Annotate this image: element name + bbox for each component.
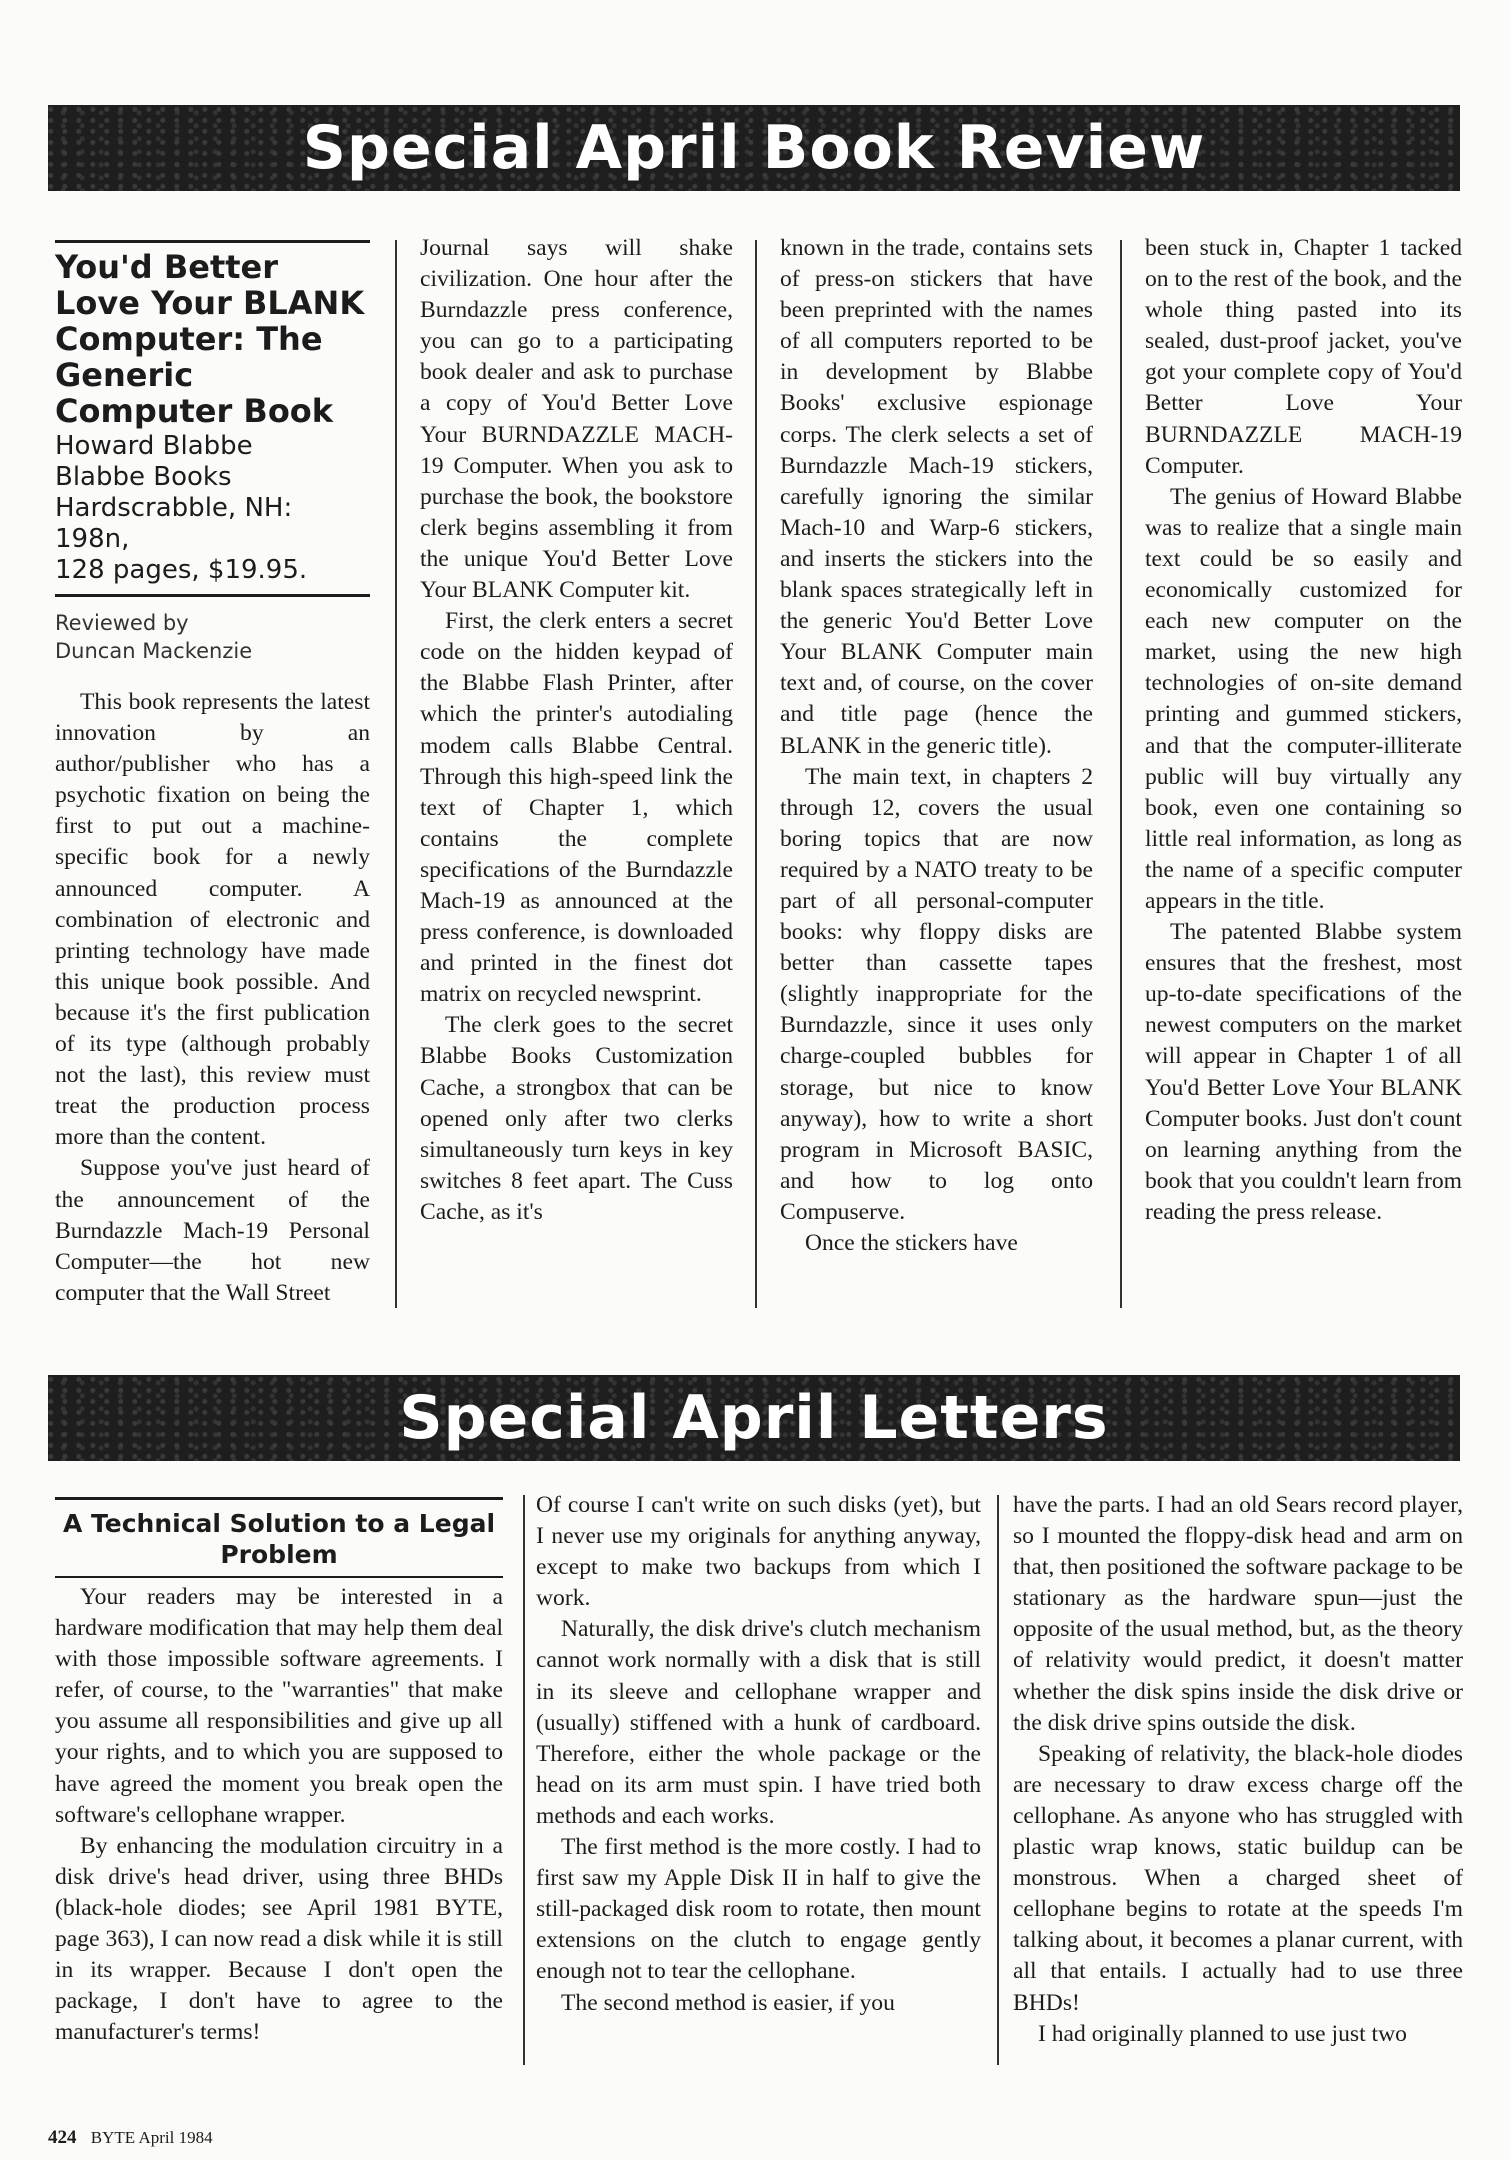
letters-banner bbox=[48, 1375, 1460, 1461]
paragraph: Once the stickers have bbox=[805, 1230, 1018, 1256]
book-publisher: Blabbe Books bbox=[55, 462, 232, 492]
reviewer-block bbox=[55, 609, 370, 665]
paragraph: Journal says will shake civilization. One hour after the Burndazzle press conference, you can go to a participating book dealer and ask to purchase a copy of You'd Better Love Your BURNDAZZLE MACH-19 Computer. When you ask to purchase the book, the bookstore clerk begins assembling it from the unique You'd Better Love Your BLANK Computer kit. bbox=[420, 235, 733, 604]
paragraph: Suppose you've just heard of the announcement of the Burndazzle Mach-19 Personal Computer—the hot new computer that the Wall Street bbox=[55, 1155, 370, 1306]
book-title: You'd Better Love Your BLANK Computer: The Generic Computer Book bbox=[55, 248, 365, 430]
paragraph: Of course I can't write on such disks (yet), but I never use my originals for anything anyway, except to make two backups from which I work. bbox=[536, 1492, 981, 1612]
divider-rule bbox=[55, 1576, 503, 1578]
column-rule bbox=[395, 240, 397, 1308]
top-rule bbox=[55, 1497, 503, 1500]
column-rule bbox=[523, 1495, 525, 2065]
book-details bbox=[55, 431, 370, 586]
paragraph: By enhancing the modulation circuitry in a disk drive's head driver, using three BHDs (black-hole diodes; see April 1981 BYTE, page 363), I can now read a disk while it is still in its wrapper. Because I don't open the package, I don't have to agree to the manufacturer's terms! bbox=[55, 1832, 503, 2046]
paragraph: This book represents the latest innovation by an author/publisher who has a psychotic fixation on being the first to put out a machine-specific book for a newly announced computer. A combination of electronic and printing technology have made this unique book possible. And because it's the first publication of its type (although probably not the last), this review must treat the production process more than the content. bbox=[55, 689, 370, 1151]
paragraph: I had originally planned to use just two bbox=[1038, 2020, 1407, 2047]
letter-title: A Technical Solution to a Legal Problem bbox=[62, 1509, 496, 1569]
review-column-1 bbox=[55, 240, 370, 1309]
column-rule bbox=[997, 1495, 999, 2065]
letters-column-3 bbox=[1013, 1490, 1463, 2050]
paragraph: The first method is the more costly. I had to first saw my Apple Disk II in half to give the still-packaged disk room to rotate, then mount extensions on the clutch to engage gently enough not to tear the cellophane. bbox=[536, 1834, 981, 1985]
divider-rule bbox=[55, 594, 370, 597]
page-footer bbox=[48, 2127, 213, 2149]
reviewed-by-label: Reviewed by bbox=[55, 611, 189, 635]
letters-column-1 bbox=[55, 1497, 503, 2048]
paragraph: The genius of Howard Blabbe was to realize that a single main text could be so easily and economically customized for each new computer on the market, using the new high technologies of on-site demand printing and gummed stickers, and that the computer-illiterate public will buy virtually any book, even one containing so little real information, as long as the name of a specific computer appears in the title. bbox=[1145, 483, 1462, 914]
paragraph: The patented Blabbe system ensures that the freshest, most up-to-date specifications of the newest computers on the market will appear in Chapter 1 of all You'd Better Love Your BLANK Computer books. Just don't count on learning anything from the book that you couldn't learn from reading the press release. bbox=[1145, 919, 1462, 1225]
column-rule bbox=[755, 240, 757, 1308]
book-review-banner bbox=[48, 105, 1460, 191]
paragraph: Your readers may be interested in a hardware modification that may help them deal with those impossible software agreements. I refer, of course, to the "warranties" that make you assume all responsibilities and give up all your rights, and to which you are supposed to have agreed the moment you break open the software's cellophane wrapper. bbox=[55, 1584, 503, 1828]
top-rule bbox=[55, 240, 370, 243]
book-review-heading: Special April Book Review bbox=[302, 113, 1206, 183]
letters-heading: Special April Letters bbox=[399, 1383, 1109, 1453]
book-pages-price: 128 pages, $19.95. bbox=[55, 555, 308, 585]
paragraph: The second method is easier, if you bbox=[561, 1989, 895, 2016]
issue-label: BYTE April 1984 bbox=[90, 2128, 213, 2147]
page-number: 424 bbox=[48, 2127, 77, 2148]
paragraph: First, the clerk enters a secret code on the hidden keypad of the Blabbe Flash Printer, after which the printer's autodialing modem calls Blabbe Central. Through this high-speed link the text of Chapter 1, which contains the complete specifications of the Burndazzle Mach-19 as announced at the press conference, is downloaded and printed in the finest dot matrix on recycled newsprint. bbox=[420, 608, 733, 1008]
paragraph: Naturally, the disk drive's clutch mechanism cannot work normally with a disk that is still in its sleeve and cellophane wrapper and (usually) stiffened with a hunk of cardboard. Therefore, either the whole package or the head on its arm must spin. I have tried both methods and each works. bbox=[536, 1616, 981, 1829]
paragraph: have the parts. I had an old Sears record player, so I mounted the floppy-disk head and arm on that, then positioned the software package to be stationary as the hardware spun—just the opposite of the usual method, but, as the theory of relativity would predict, it doesn't matter whether the disk spins inside the disk drive or the disk drive spins outside the disk. bbox=[1013, 1492, 1463, 1736]
column-rule bbox=[1120, 240, 1122, 1308]
paragraph: The main text, in chapters 2 through 12, covers the usual boring topics that are now required by a NATO treaty to be part of all personal-computer books: why floppy disks are better than cassette tapes (slightly inappropriate for the Burndazzle, since it uses only charge-coupled bubbles for storage, but nice to know anyway), how to write a short program in Microsoft BASIC, and how to log onto Compuserve. bbox=[780, 763, 1093, 1225]
paragraph: Speaking of relativity, the black-hole diodes are necessary to draw excess charge off the cellophane. As anyone who has struggled with plastic wrap knows, static buildup can be monstrous. When a charged sheet of cellophane begins to rotate at the speeds I'm talking about, it becomes a planar current, with all that entails. I actually had to use three BHDs! bbox=[1013, 1740, 1463, 2016]
paragraph: known in the trade, contains sets of press-on stickers that have been preprinted with the names of all computers reported to be in development by Blabbe Books' exclusive espionage corps. The clerk selects a set of Burndazzle Mach-19 stickers, carefully ignoring the similar Mach-10 and Warp-6 stickers, and inserts the stickers into the blank spaces strategically left in the generic You'd Better Love Your BLANK Computer main text and, of course, on the cover and title page (hence the BLANK in the generic title). bbox=[780, 235, 1093, 759]
letters-column-2 bbox=[536, 1490, 981, 2019]
review-column-3 bbox=[780, 233, 1093, 1259]
paragraph: The clerk goes to the secret Blabbe Books Customization Cache, a strongbox that can be opened only after two clerks simultaneously turn keys in key switches 8 feet apart. The Cuss Cache, as it's bbox=[420, 1012, 733, 1225]
book-author: Howard Blabbe bbox=[55, 431, 253, 461]
review-column-4 bbox=[1145, 233, 1462, 1228]
review-column-2 bbox=[420, 233, 733, 1228]
book-publication: Hardscrabble, NH: 198n, bbox=[55, 493, 293, 554]
paragraph: been stuck in, Chapter 1 tacked on to the rest of the book, and the whole thing pasted into its sealed, dust-proof jacket, you've got your complete copy of You'd Better Love Your BURNDAZZLE MACH-19 Computer. bbox=[1145, 235, 1462, 479]
reviewer-name: Duncan Mackenzie bbox=[55, 639, 253, 663]
